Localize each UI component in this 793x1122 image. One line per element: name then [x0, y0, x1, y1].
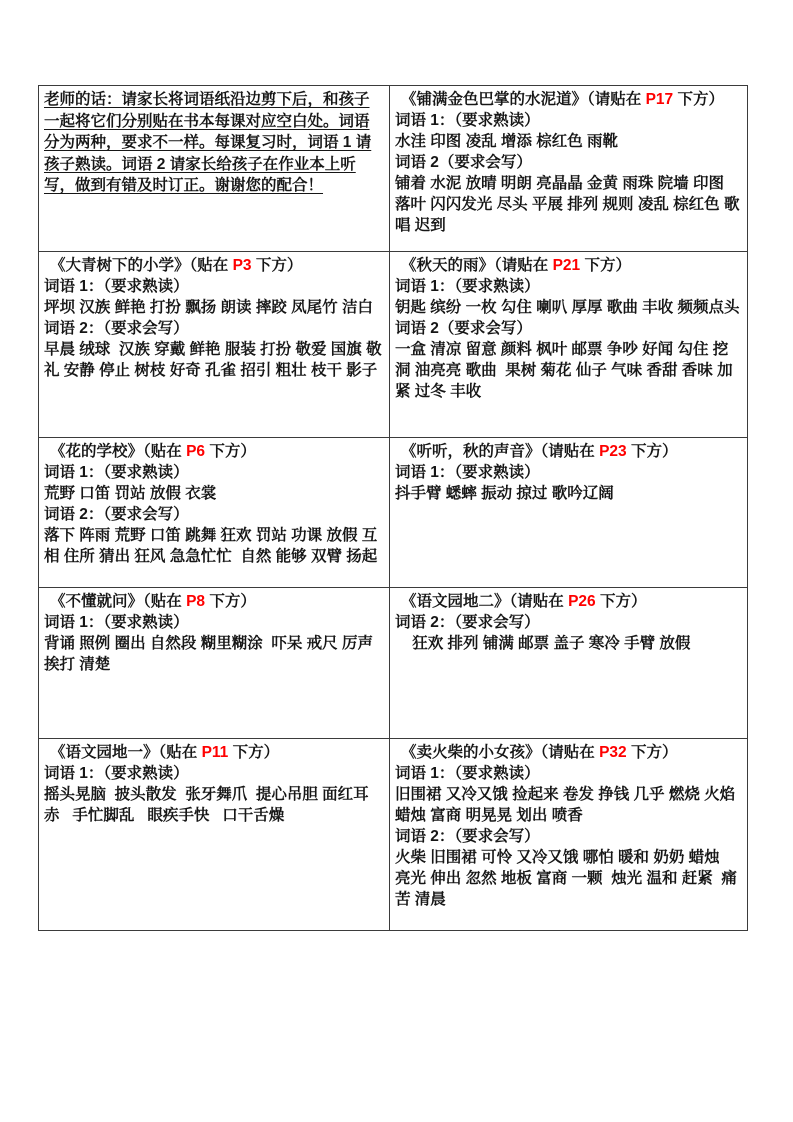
wordlist-label: 词语 1：（要求熟读） [44, 464, 189, 481]
cell-lesson-p21 [390, 252, 748, 438]
lesson-title-text: 《语文园地一》（贴在 [50, 744, 202, 761]
lesson-title [44, 255, 384, 276]
page-ref: P3 [232, 257, 252, 274]
word-line: 旧围裙 又冷又饿 捡起来 卷发 挣钱 几乎 燃烧 火焰 蜡烛 富商 明晃晃 划出 喷香 [395, 786, 740, 824]
lesson-title-text: 《语文园地二》（请贴在 [401, 593, 569, 610]
page-ref: P23 [599, 443, 627, 460]
word-line: 背诵 照例 圈出 自然段 糊里糊涂 吓呆 戒尺 厉声 挨打 清楚 [44, 635, 378, 673]
wordlist-label: 词语 1：（要求熟读） [44, 614, 189, 631]
lesson-title-suffix: 下方） [626, 443, 678, 460]
page-ref: P17 [645, 91, 674, 108]
lesson-title-text: 《花的学校》（贴在 [50, 443, 187, 460]
cell-lesson-p17 [390, 86, 748, 252]
wordlist-label: 词语 2（要求会写） [395, 320, 532, 337]
word-line: 狂欢 排列 铺满 邮票 盖子 寒冷 手臂 放假 [395, 635, 691, 652]
lesson-title-text: 《不懂就问》（贴在 [50, 593, 187, 610]
page-ref: P6 [186, 443, 206, 460]
wordlist-label: 词语 2：（要求会写） [44, 506, 189, 523]
cell-lesson-p32 [390, 739, 748, 931]
page-ref: P21 [552, 257, 581, 274]
wordlist-label: 词语 2：（要求会写） [44, 320, 189, 337]
wordlist-label: 词语 1：（要求熟读） [44, 765, 189, 782]
wordlist-label: 词语 2（要求会写） [395, 154, 532, 171]
word-line: 坪坝 汉族 鲜艳 打扮 飘扬 朗读 摔跤 凤尾竹 洁白 [44, 299, 373, 316]
lesson-title [395, 89, 742, 110]
lesson-title-text: 《铺满金色巴掌的水泥道》（请贴在 [401, 91, 646, 108]
cell-lesson-p23 [390, 438, 748, 588]
word-line: 一盒 清凉 留意 颜料 枫叶 邮票 争吵 好闻 勾住 挖洞 油亮亮 歌曲 果树 菊花 仙子 气味 香甜 香味 加紧 过冬 丰收 [395, 341, 733, 400]
teacher-note-text: 老师的话：请家长将词语纸沿边剪下后，和孩子一起将它们分别贴在书本每课对应空白处。词语分为两种，要求不一样。每课复习时，词语 1 请孩子熟读。词语 2 请家长给孩子在作业本上听写，做到有错及时订正。谢谢您的配合！ [44, 91, 372, 194]
page-ref: P8 [186, 593, 206, 610]
cell-lesson-p6 [39, 438, 390, 588]
word-line: 落下 阵雨 荒野 口笛 跳舞 狂欢 罚站 功课 放假 互相 住所 猜出 狂风 急急忙忙 自然 能够 双臂 扬起 [44, 527, 378, 565]
wordlist-label: 词语 2：（要求会写） [395, 614, 540, 631]
word-line: 抖手臂 蟋蟀 振动 掠过 歌吟辽阔 [395, 485, 614, 502]
lesson-title [44, 591, 384, 612]
cell-lesson-p8 [39, 588, 390, 739]
lesson-title-suffix: 下方） [205, 443, 256, 460]
lesson-title [395, 591, 742, 612]
lesson-title-text: 《听听，秋的声音》（请贴在 [401, 443, 600, 460]
wordlist-label: 词语 1：（要求熟读） [395, 278, 540, 295]
lesson-title-suffix: 下方） [205, 593, 256, 610]
word-line: 火柴 旧围裙 可怜 又冷又饿 哪怕 暖和 奶奶 蜡烛 亮光 伸出 忽然 地板 富商 一颗 烛光 温和 赶紧 痛苦 清晨 [395, 849, 737, 908]
lesson-title [395, 441, 742, 462]
word-line: 早晨 绒球 汉族 穿戴 鲜艳 服装 打扮 敬爱 国旗 敬礼 安静 停止 树枝 好奇 孔雀 招引 粗壮 枝干 影子 [44, 341, 382, 379]
wordlist-label: 词语 2：（要求会写） [395, 828, 540, 845]
lesson-title-text: 《大青树下的小学》（贴在 [50, 257, 233, 274]
lesson-title-suffix: 下方） [626, 744, 678, 761]
lesson-title [44, 441, 384, 462]
word-line: 水洼 印图 凌乱 增添 棕红色 雨靴 [395, 133, 619, 150]
lesson-title-suffix: 下方） [673, 91, 724, 108]
vocabulary-table [38, 85, 748, 931]
page-ref: P32 [599, 744, 627, 761]
word-line: 荒野 口笛 罚站 放假 衣裳 [44, 485, 217, 502]
lesson-title [395, 255, 742, 276]
wordlist-label: 词语 1：（要求熟读） [395, 464, 540, 481]
cell-garden2-p26 [390, 588, 748, 739]
lesson-title-text: 《卖火柴的小女孩》（请贴在 [401, 744, 600, 761]
word-line: 钥匙 缤纷 一枚 勾住 喇叭 厚厚 歌曲 丰收 频频点头 [395, 299, 740, 316]
lesson-title-suffix: 下方） [580, 257, 631, 274]
wordlist-label: 词语 1：（要求熟读） [395, 112, 540, 129]
cell-garden1-p11 [39, 739, 390, 931]
cell-teacher-note [39, 86, 390, 252]
word-line: 铺着 水泥 放晴 明朗 亮晶晶 金黄 雨珠 院墙 印图 落叶 闪闪发光 尽头 平展 排列 规则 凌乱 棕红色 歌唱 迟到 [395, 175, 740, 234]
wordlist-label: 词语 1：（要求熟读） [395, 765, 540, 782]
cell-lesson-p3 [39, 252, 390, 438]
page-ref: P26 [568, 593, 596, 610]
lesson-title-suffix: 下方） [228, 744, 280, 761]
lesson-title-suffix: 下方） [595, 593, 647, 610]
lesson-title [44, 742, 384, 763]
page-ref: P11 [201, 744, 229, 761]
lesson-title-text: 《秋天的雨》（请贴在 [401, 257, 553, 274]
word-line: 摇头晃脑 披头散发 张牙舞爪 提心吊胆 面红耳赤 手忙脚乱 眼疾手快 口干舌燥 [44, 786, 369, 824]
lesson-title-suffix: 下方） [251, 257, 303, 274]
wordlist-label: 词语 1：（要求熟读） [44, 278, 189, 295]
lesson-title [395, 742, 742, 763]
